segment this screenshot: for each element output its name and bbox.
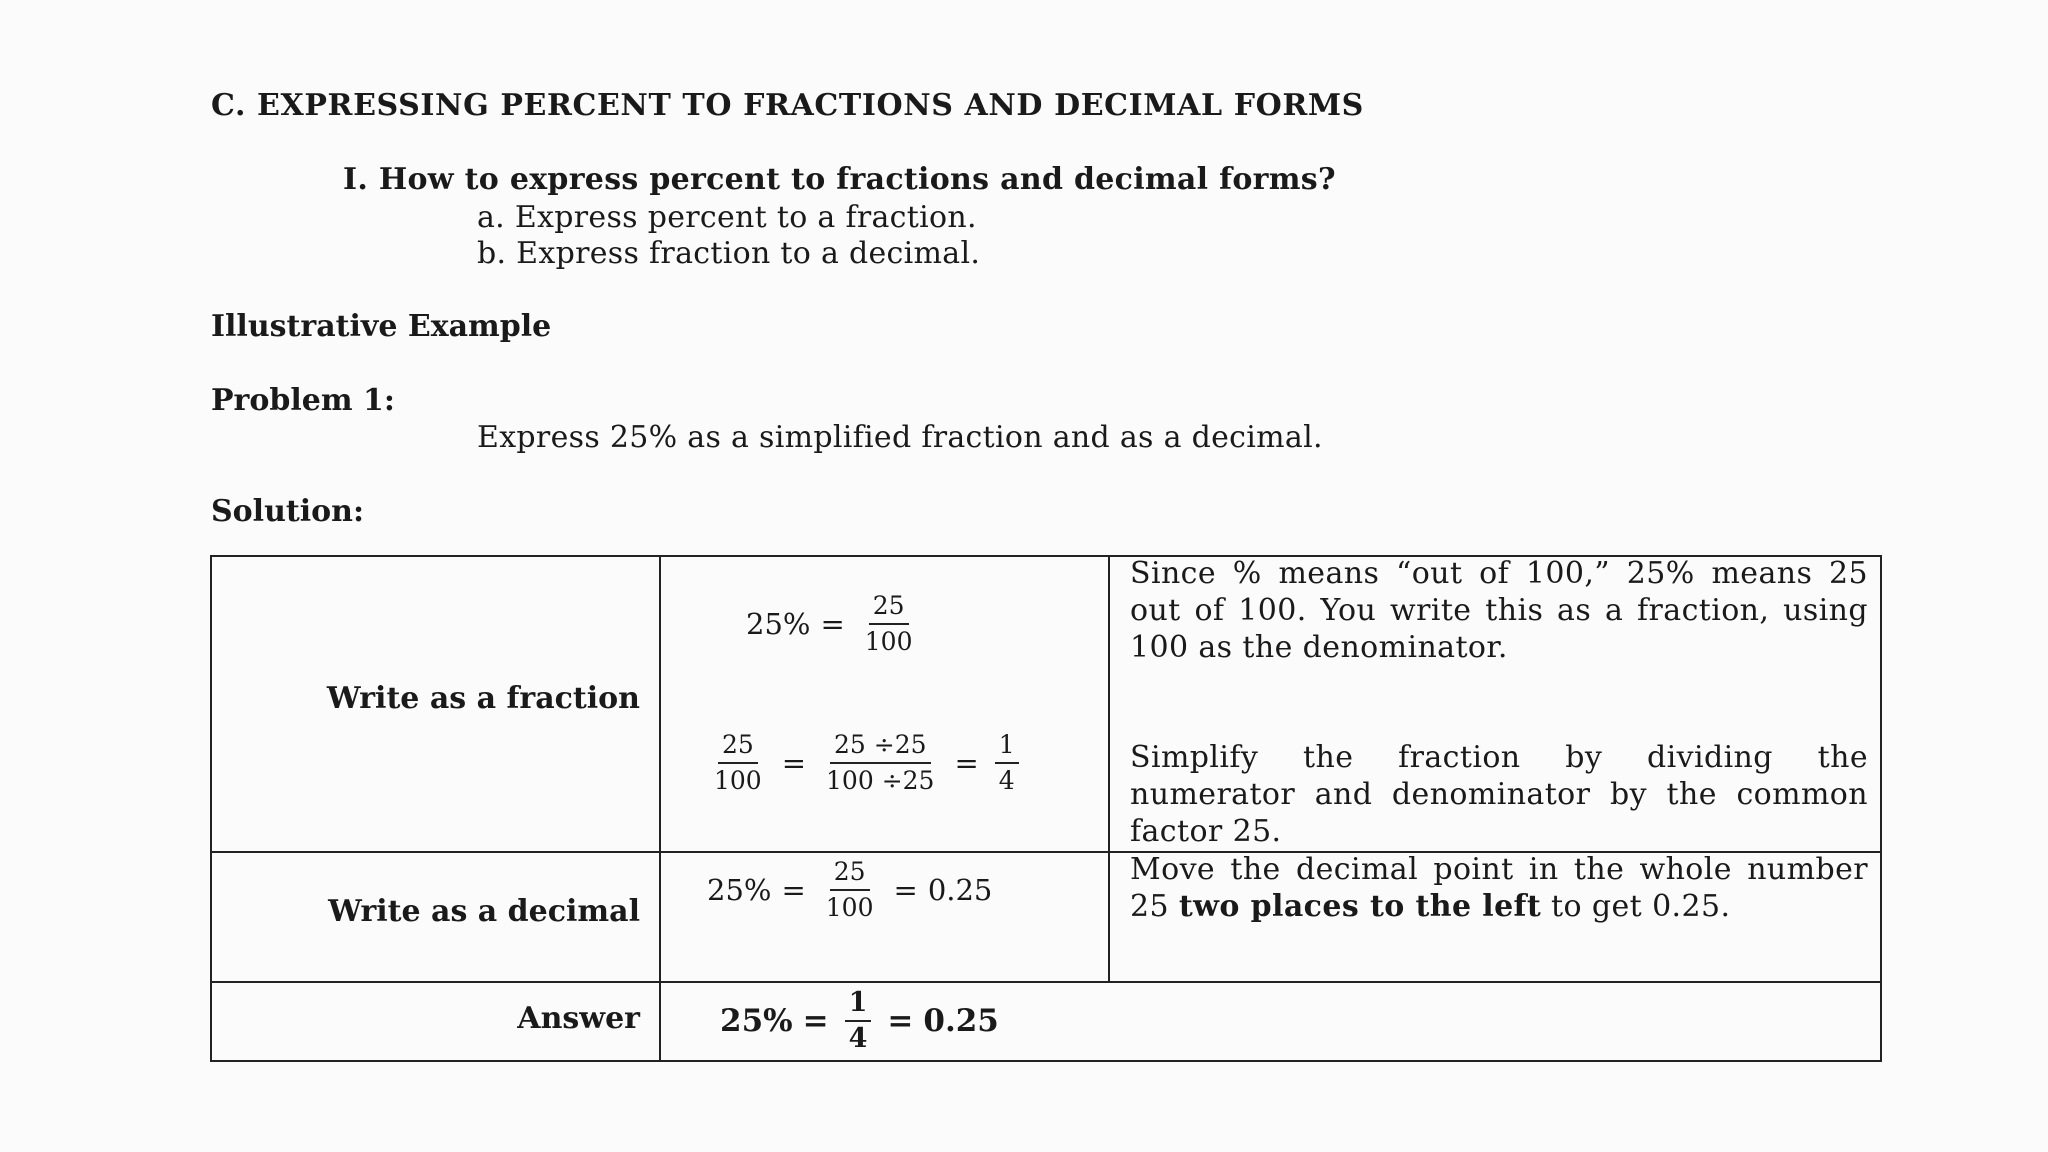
equals-sign: = bbox=[887, 1003, 914, 1039]
section-heading: C. EXPRESSING PERCENT TO FRACTIONS AND DECIMAL FORMS bbox=[211, 88, 1364, 123]
table-border-bottom bbox=[210, 1060, 1882, 1062]
explanation-emphasis: two places to the left bbox=[1178, 889, 1542, 924]
denominator: 100 bbox=[825, 893, 874, 922]
numerator: 25 bbox=[718, 730, 758, 764]
problem-label: Problem 1: bbox=[211, 383, 395, 418]
explanation-text bbox=[1130, 851, 1868, 925]
lesson-question: I. How to express percent to fractions and decimal forms? bbox=[343, 162, 1336, 197]
numerator: 25 bbox=[830, 857, 870, 891]
row-label-cell bbox=[210, 851, 640, 981]
equals-sign: = bbox=[781, 873, 806, 907]
denominator: 4 bbox=[998, 766, 1015, 795]
row-label-cell bbox=[210, 555, 640, 851]
equals-sign: = bbox=[893, 873, 918, 907]
row-label: Answer bbox=[517, 1001, 640, 1036]
equals-sign: = bbox=[954, 746, 979, 780]
table-col-divider bbox=[659, 555, 661, 1062]
table-col-divider bbox=[1108, 555, 1110, 983]
fraction bbox=[822, 857, 878, 923]
answer-equation bbox=[720, 988, 999, 1054]
math-term: 25% bbox=[707, 873, 772, 907]
denominator: 4 bbox=[848, 1023, 868, 1054]
equals-sign: = bbox=[802, 1003, 829, 1039]
row-label-cell bbox=[210, 981, 640, 1060]
table-border-right bbox=[1880, 555, 1882, 1062]
explanation-text: Since % means “out of 100,” 25% means 25 out of 100. You write this as a fraction, using 100 as the denominator. bbox=[1130, 556, 1868, 665]
denominator: 100 bbox=[714, 766, 762, 795]
numerator: 25 bbox=[869, 591, 909, 625]
explanation-part: to get 0.25. bbox=[1541, 889, 1731, 924]
explanation-text: Simplify the fraction by dividing the numerator and denominator by the common factor 25. bbox=[1130, 740, 1868, 849]
fraction bbox=[861, 591, 917, 657]
fraction bbox=[822, 730, 938, 796]
fraction bbox=[845, 988, 872, 1054]
denominator: 100 bbox=[864, 627, 913, 656]
math-term: 25% bbox=[746, 607, 811, 641]
solution-label: Solution: bbox=[211, 494, 365, 529]
row-label: Write as a decimal bbox=[328, 894, 640, 929]
math-term: 25% bbox=[720, 1003, 793, 1039]
equation-percent-to-fraction bbox=[746, 591, 923, 657]
numerator: 1 bbox=[995, 730, 1019, 764]
fraction bbox=[710, 730, 766, 796]
fraction bbox=[995, 730, 1019, 796]
math-term: 0.25 bbox=[927, 873, 993, 907]
step-b: b. Express fraction to a decimal. bbox=[477, 236, 981, 271]
numerator: 1 bbox=[845, 988, 872, 1022]
equals-sign: = bbox=[820, 607, 845, 641]
equation-simplify-fraction bbox=[704, 730, 1025, 796]
problem-text: Express 25% as a simplified fraction and as a decimal. bbox=[477, 420, 1323, 455]
illustrative-example-label: Illustrative Example bbox=[211, 309, 552, 344]
numerator: 25 ÷25 bbox=[830, 730, 931, 764]
row-label: Write as a fraction bbox=[326, 681, 640, 716]
solution-table bbox=[210, 555, 1882, 1062]
denominator: 100 ÷25 bbox=[826, 766, 935, 795]
equation-percent-to-decimal bbox=[707, 857, 992, 923]
equals-sign: = bbox=[781, 746, 807, 780]
step-a: a. Express percent to a fraction. bbox=[477, 200, 977, 235]
math-term: 0.25 bbox=[923, 1003, 999, 1039]
explanation-part: Move the decimal point in the whole number 25 bbox=[1130, 852, 1868, 924]
